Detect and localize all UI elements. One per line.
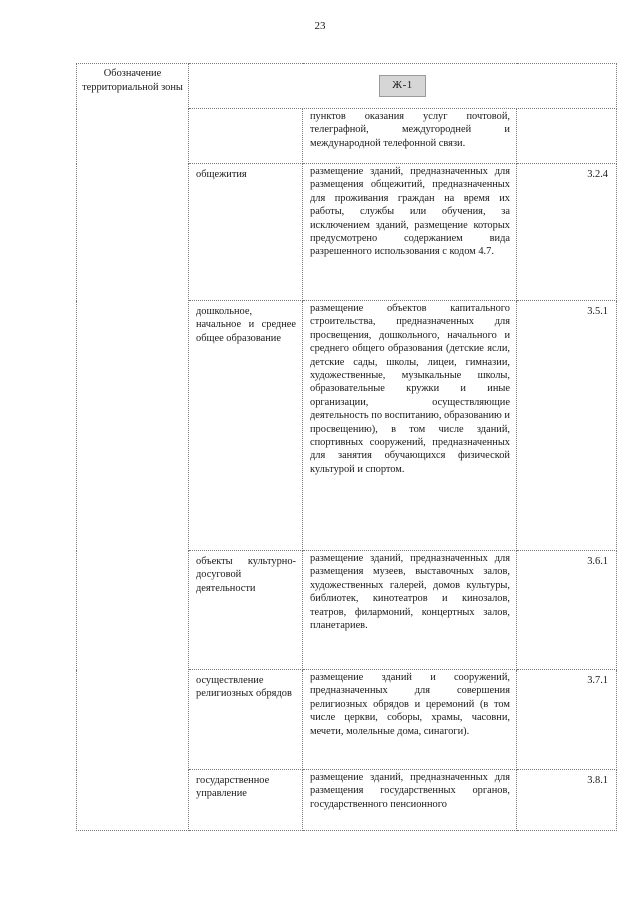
use-name-cell: общежития [189,164,303,301]
zone-code-badge: Ж-1 [379,75,426,96]
use-code-cell: 3.5.1 [517,301,617,551]
use-code-cell [517,109,617,164]
use-code-cell: 3.8.1 [517,770,617,831]
use-description-cell: пунктов оказания услуг почтовой, телеграфной, междугородней и международной телефонной связи. [303,109,517,164]
zone-table [76,63,617,831]
use-name-cell: осуществление религиозных обрядов [189,670,303,770]
use-description-cell: размещение объектов капитального строительства, предназначенных для просвещения, дошкольного, начального и среднего общего образования (детские ясли, детские сады, школы, лицеи, гимназии, художественные, музыкальные школы, образовательные кружки и иные организации, осуществляющие деятельность по воспитанию, образованию и просвещению), в том числе зданий, спортивных сооружений, предназначенных для занятия обучающихся физической культурой и спортом. [303,301,517,551]
use-name-cell: объекты культурно-досуговой деятельности [189,551,303,670]
use-name-cell [189,109,303,164]
use-code-cell: 3.6.1 [517,551,617,670]
use-name-cell: государственное управление [189,770,303,831]
use-code-cell: 3.7.1 [517,670,617,770]
use-description-cell: размещение зданий, предназначенных для размещения государственных органов, государственного пенсионного [303,770,517,831]
use-code-cell: 3.2.4 [517,164,617,301]
zone-designation-label: Обозначение территориальной зоны [82,68,183,93]
use-name-cell: дошкольное, начальное и среднее общее образование [189,301,303,551]
zone-designation-header [77,64,189,831]
use-description-cell: размещение зданий, предназначенных для размещения общежитий, предназначенных для проживания граждан на время их работы, службы или обучения, за исключением зданий, размещение которых предусмотрено содержанием вида разрешенного использования с кодом 4.7. [303,164,517,301]
table-header-row [77,64,617,109]
page-number: 23 [314,20,326,32]
use-description-cell: размещение зданий, предназначенных для размещения музеев, выставочных залов, художественных галерей, домов культуры, библиотек, кинотеатров и кинозалов, театров, филармоний, концертных залов, планетариев. [303,551,517,670]
use-description-cell: размещение зданий и сооружений, предназначенных для совершения религиозных обрядов и церемоний (в том числе церкви, соборы, храмы, часовни, мечети, молельные дома, синагоги). [303,670,517,770]
zone-code-cell [189,64,617,109]
